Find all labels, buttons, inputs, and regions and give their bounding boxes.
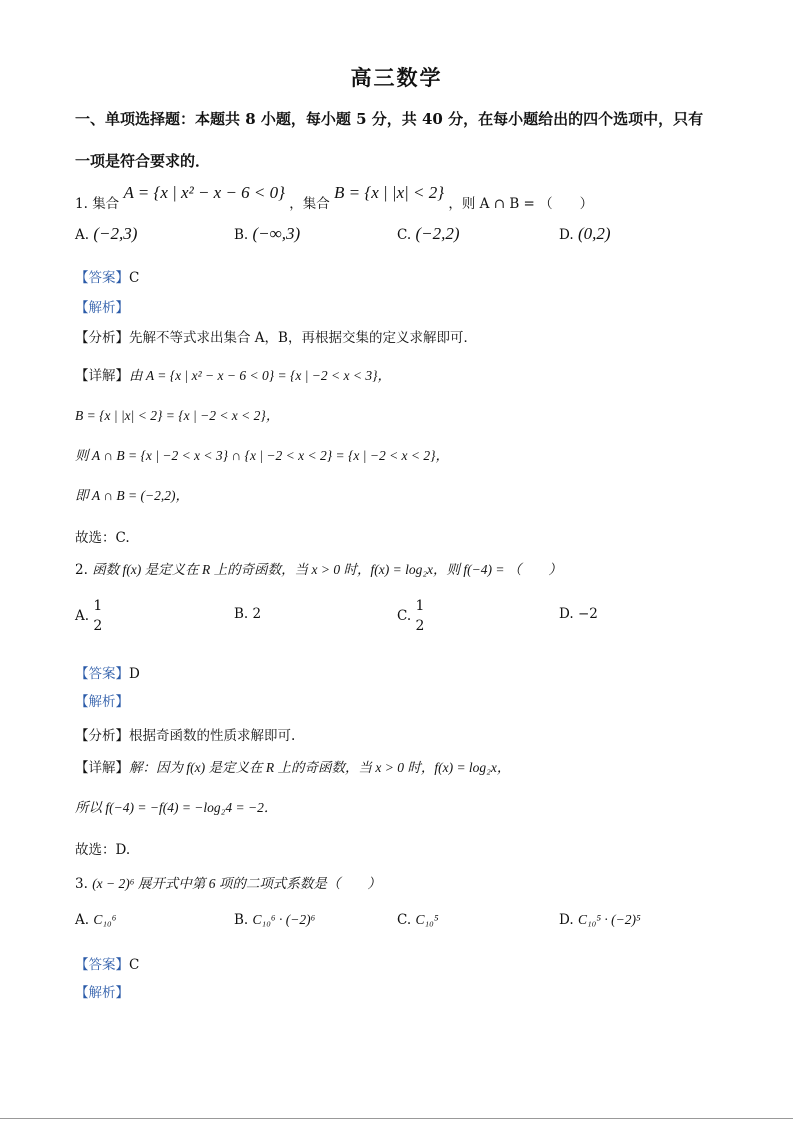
option-c bbox=[397, 596, 424, 637]
question-text: 集合 bbox=[92, 196, 120, 212]
question-1-stem bbox=[75, 183, 594, 213]
xiangjie-line-2: B = {x | |x| < 2} = {x | −2 < x < 2}， bbox=[75, 408, 280, 423]
option-value: −2 bbox=[577, 606, 598, 622]
xiangjie-line-1 bbox=[75, 364, 391, 384]
option-b bbox=[234, 912, 315, 928]
question-text: ，集合 bbox=[289, 196, 330, 212]
option-letter: A. bbox=[75, 607, 90, 624]
page-title: 高三数学 bbox=[350, 65, 443, 90]
xiangjie-line-4: 即 A ∩ B = (−2,2)， bbox=[75, 488, 189, 503]
answer-line bbox=[75, 953, 139, 973]
fenxi-tag: 【分析】 bbox=[75, 330, 129, 346]
section-heading-line1: 一、单项选择题：本题共 8 小题，每小题 5 分，共 40 分，在每小题给出的四个选项中，只有 bbox=[75, 110, 704, 128]
xiangjie-tag: 【详解】 bbox=[75, 368, 129, 384]
analysis-tag: 【解析】 bbox=[75, 985, 129, 1001]
fenxi-line bbox=[75, 724, 295, 744]
answer-tag: 【答案】 bbox=[75, 270, 129, 286]
option-letter: D. bbox=[559, 606, 574, 622]
option-value: C₁₀⁶ bbox=[93, 912, 117, 927]
answer-tag: 【答案】 bbox=[75, 957, 129, 973]
fraction-numerator: 1 bbox=[93, 598, 103, 614]
option-value: (−2,2) bbox=[415, 224, 460, 243]
option-letter: B. bbox=[234, 606, 249, 622]
option-letter: C. bbox=[397, 227, 412, 243]
analysis-tag: 【解析】 bbox=[75, 694, 129, 710]
analysis-tag: 【解析】 bbox=[75, 300, 129, 316]
fraction bbox=[93, 596, 102, 637]
option-b bbox=[234, 606, 261, 622]
option-d bbox=[559, 912, 641, 928]
option-c bbox=[397, 912, 439, 928]
option-letter: C. bbox=[397, 607, 412, 624]
fraction-denominator: 2 bbox=[93, 618, 103, 635]
option-letter: A. bbox=[75, 912, 90, 928]
fraction bbox=[415, 596, 424, 637]
question-text: ，则 A ∩ B = （ ） bbox=[448, 196, 594, 212]
question-number: 3. bbox=[75, 876, 88, 892]
page-bottom-divider bbox=[0, 1118, 793, 1119]
question-number: 2. bbox=[75, 562, 88, 578]
option-b bbox=[234, 224, 300, 244]
option-value: 2 bbox=[252, 606, 262, 622]
option-letter: D. bbox=[559, 912, 574, 928]
question-2-stem bbox=[75, 558, 562, 578]
option-letter: D. bbox=[559, 227, 574, 243]
option-letter: B. bbox=[234, 227, 249, 243]
set-a-expression: A = {x | x² − x − 6 < 0} bbox=[123, 183, 285, 202]
xiangjie-line-2: 所以 f(−4) = −f(4) = −log₂4 = −2． bbox=[75, 800, 278, 815]
answer-line bbox=[75, 266, 139, 286]
option-letter: C. bbox=[397, 912, 412, 928]
option-letter: A. bbox=[75, 227, 90, 243]
option-a bbox=[75, 912, 116, 928]
conclusion-line: 故选：C. bbox=[75, 530, 130, 546]
option-value: (−∞,3) bbox=[252, 224, 301, 243]
answer-line bbox=[75, 662, 140, 682]
fraction-numerator: 1 bbox=[415, 598, 425, 614]
option-a bbox=[75, 596, 102, 637]
option-value: (−2,3) bbox=[93, 224, 138, 243]
option-a bbox=[75, 224, 137, 244]
fenxi-text: 根据奇函数的性质求解即可. bbox=[129, 728, 296, 744]
question-3-stem bbox=[75, 872, 381, 892]
option-value: C₁₀⁵ · (−2)⁵ bbox=[577, 912, 641, 927]
option-letter: B. bbox=[234, 912, 249, 928]
set-b-expression: B = {x | |x| < 2} bbox=[334, 183, 445, 202]
fenxi-text: 先解不等式求出集合 A，B，再根据交集的定义求解即可． bbox=[129, 330, 477, 346]
fenxi-line bbox=[75, 326, 477, 346]
section-heading-line2: 一项是符合要求的． bbox=[75, 152, 211, 170]
option-c bbox=[397, 224, 459, 244]
answer-value: C bbox=[129, 957, 140, 973]
fenxi-tag: 【分析】 bbox=[75, 728, 129, 744]
solution-math: 由 A = {x | x² − x − 6 < 0} = {x | −2 < x < 3}， bbox=[129, 368, 392, 383]
option-d bbox=[559, 606, 598, 622]
question-text: (x − 2)⁶ 展开式中第 6 项的二项式系数是（ ） bbox=[92, 876, 381, 891]
option-value: C₁₀⁵ bbox=[415, 912, 439, 927]
option-d bbox=[559, 224, 611, 244]
question-number: 1. bbox=[75, 196, 88, 212]
answer-tag: 【答案】 bbox=[75, 666, 129, 682]
answer-value: C bbox=[129, 270, 140, 286]
option-value: C₁₀⁶ · (−2)⁶ bbox=[252, 912, 316, 927]
xiangjie-tag: 【详解】 bbox=[75, 760, 129, 776]
solution-math: 解：因为 f(x) 是定义在 R 上的奇函数，当 x > 0 时，f(x) = log₂x， bbox=[129, 760, 511, 775]
xiangjie-line-1 bbox=[75, 756, 510, 776]
xiangjie-line-3: 则 A ∩ B = {x | −2 < x < 3} ∩ {x | −2 < x < 2} = {x | −2 < x < 2}， bbox=[75, 448, 450, 463]
fraction-denominator: 2 bbox=[415, 618, 425, 635]
answer-value: D bbox=[129, 666, 140, 682]
question-text: 函数 f(x) 是定义在 R 上的奇函数，当 x > 0 时，f(x) = log₂x，则 f(−4) = （ ） bbox=[92, 562, 562, 577]
option-value: (0,2) bbox=[577, 224, 611, 243]
conclusion-line: 故选：D. bbox=[75, 842, 131, 858]
